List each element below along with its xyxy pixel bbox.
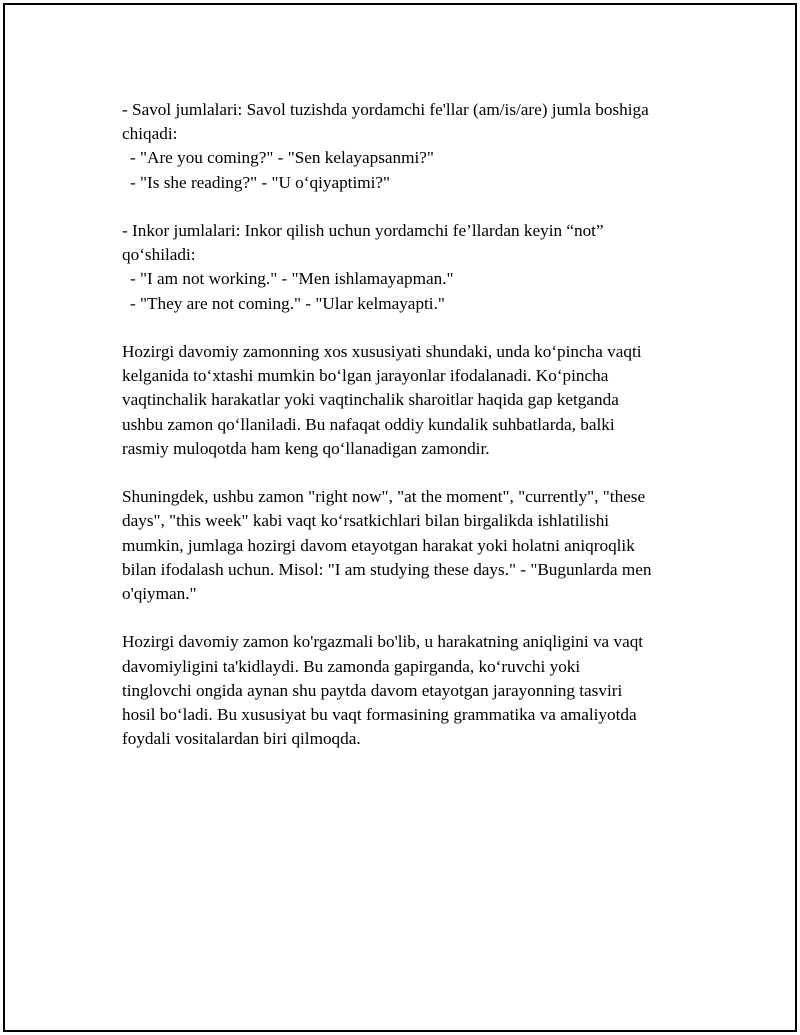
text-line: - Inkor jumlalari: Inkor qilish uchun yordamchi fe’llardan keyin “not” (122, 221, 604, 240)
text-line: qo‘shiladi: (122, 245, 196, 265)
text-line: o'qiyman." (122, 584, 197, 604)
text-line: tinglovchi ongida aynan shu paytda davom etayotgan jarayonning tasviri (122, 680, 623, 700)
text-line: vaqtinchalik harakatlar yoki vaqtinchalik sharoitlar haqida gap ketganda (122, 390, 619, 410)
text-line: rasmiy muloqotda ham keng qo‘llanadigan zamondir. (122, 438, 490, 458)
paragraph-3 (122, 630, 702, 751)
example-line: - "They are not coming." - "Ular kelmayapti." (130, 293, 445, 313)
questions-section (122, 98, 702, 195)
text-line: bilan ifodalash uchun. Misol: "I am studying these days." - "Bugunlarda men (122, 559, 652, 579)
text-line: - Savol jumlalari: Savol tuzishda yordamchi fe'llar (am/is/are) jumla boshiga (122, 100, 649, 119)
text-line: Shuningdek, ushbu zamon "right now", "at the moment", "currently", "these (122, 487, 646, 507)
paragraph-gap (122, 461, 702, 485)
document-body (122, 98, 702, 751)
paragraph-2 (122, 485, 702, 606)
example-line: - "Is she reading?" - "U o‘qiyaptimi?" (130, 172, 391, 192)
paragraph-gap (122, 195, 702, 219)
text-line: chiqadi: (122, 124, 178, 144)
text-line: hosil bo‘ladi. Bu xususiyat bu vaqt formasining grammatika va amaliyotda (122, 705, 637, 725)
example-line: - "I am not working." - "Men ishlamayapman." (130, 269, 454, 289)
paragraph-1 (122, 340, 702, 461)
text-line: davomiyligini ta'kidlaydi. Bu zamonda gapirganda, ko‘ruvchi yoki (122, 656, 581, 676)
example-line: - "Are you coming?" - "Sen kelayapsanmi?" (130, 148, 434, 168)
text-line: ushbu zamon qo‘llaniladi. Bu nafaqat oddiy kundalik suhbatlarda, balki (122, 414, 615, 434)
negatives-section (122, 219, 702, 316)
text-line: Hozirgi davomiy zamon ko'rgazmali bo'lib, u harakatning aniqligini va vaqt (122, 632, 644, 652)
paragraph-gap (122, 316, 702, 340)
paragraph-gap (122, 606, 702, 630)
text-line: days", "this week" kabi vaqt ko‘rsatkichlari bilan birgalikda ishlatilishi (122, 511, 610, 531)
text-line: foydali vositalardan biri qilmoqda. (122, 729, 361, 749)
page-frame (3, 3, 797, 1032)
text-line: kelganida to‘xtashi mumkin bo‘lgan jarayonlar ifodalanadi. Ko‘pincha (122, 366, 609, 386)
text-line: Hozirgi davomiy zamonning xos xususiyati shundaki, unda ko‘pincha vaqti (122, 342, 642, 361)
text-line: mumkin, jumlaga hozirgi davom etayotgan harakat yoki holatni aniqroqlik (122, 535, 635, 555)
